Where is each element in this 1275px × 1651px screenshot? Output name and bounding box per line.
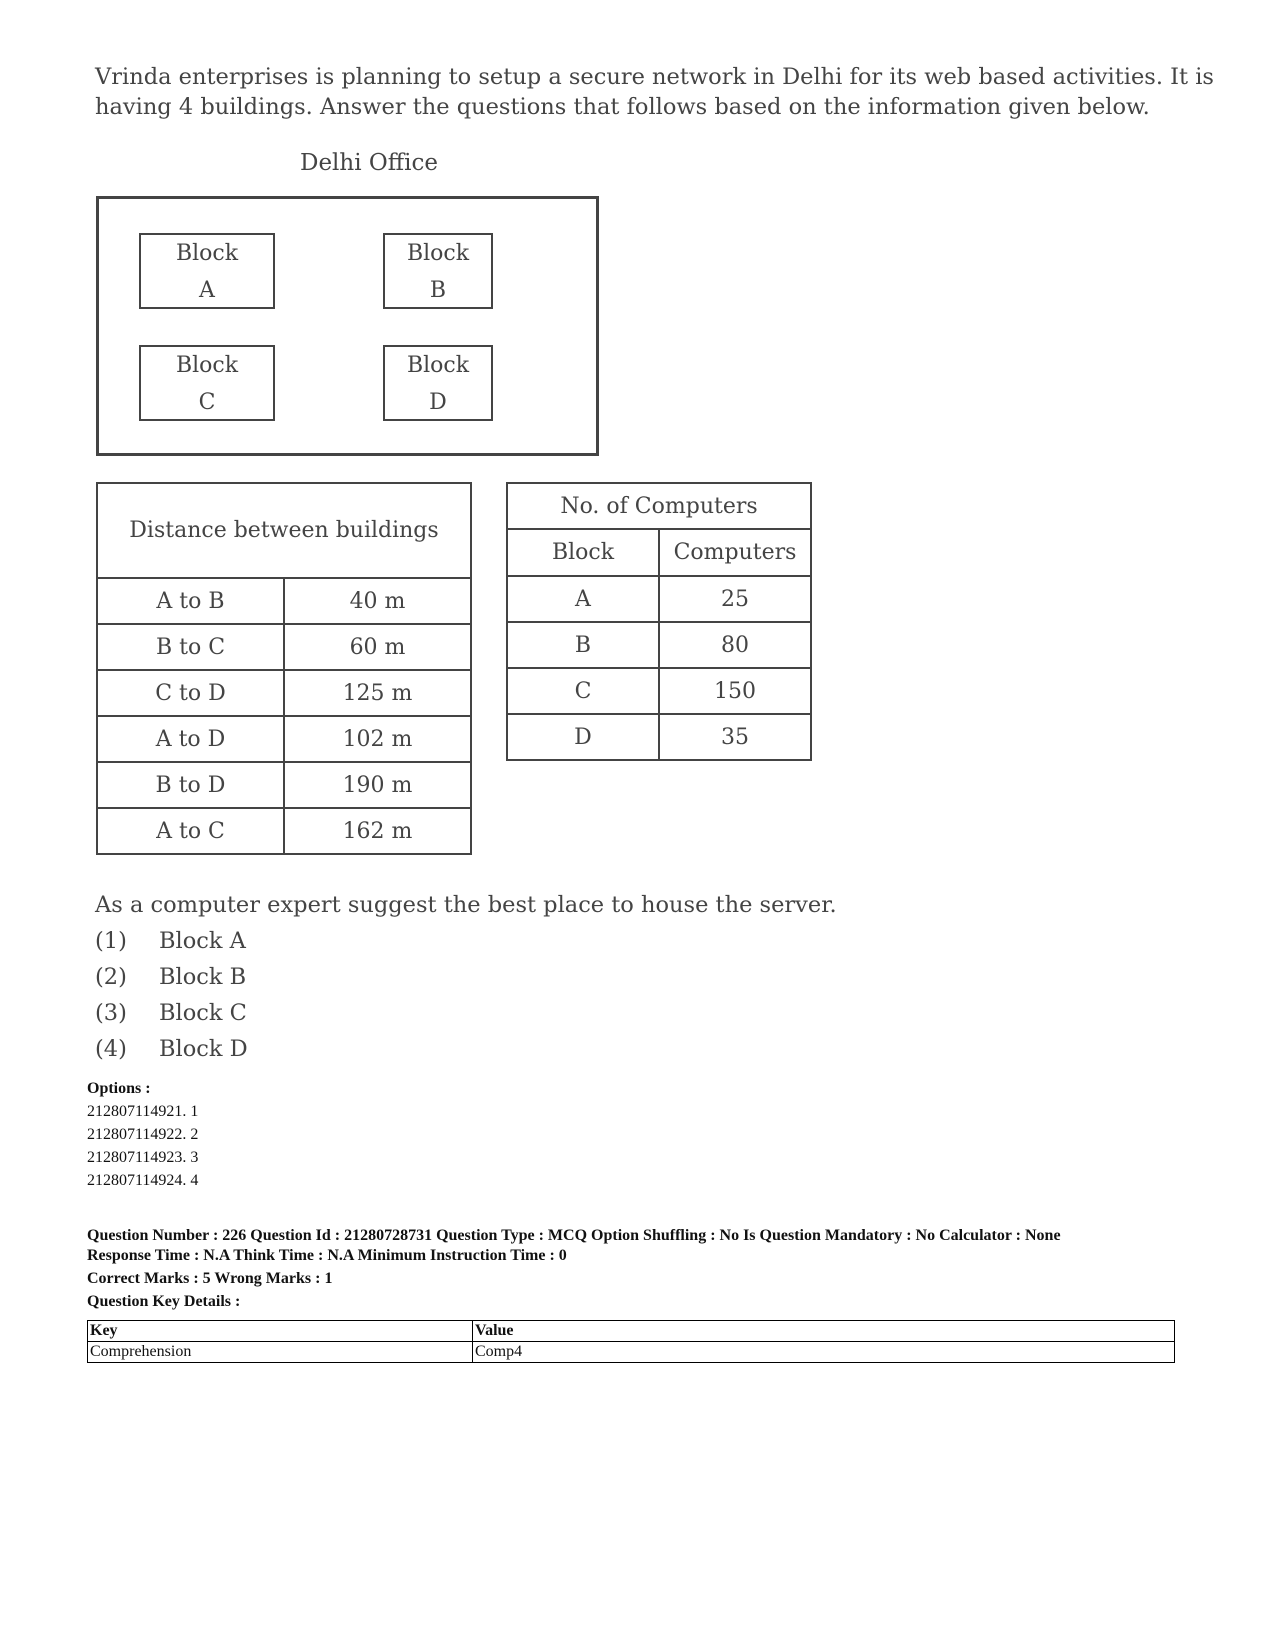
- distance-pair: B to D: [97, 762, 284, 808]
- computer-block: C: [507, 668, 659, 714]
- computer-count: 80: [659, 622, 811, 668]
- answer-choice: [95, 1036, 248, 1062]
- choice-label: Block B: [159, 964, 247, 990]
- table-row: [97, 762, 471, 808]
- computer-count: 25: [659, 576, 811, 622]
- distance-table: [96, 482, 472, 855]
- question-text: As a computer expert suggest the best place to house the server.: [95, 892, 837, 918]
- intro-line-2: having 4 buildings. Answer the questions that follows based on the information given below.: [95, 94, 1150, 120]
- computer-count: 150: [659, 668, 811, 714]
- block-label: Block: [406, 353, 470, 378]
- distance-value: 125 m: [284, 670, 471, 716]
- meta-line-1: Question Number : 226 Question Id : 21280728731 Question Type : MCQ Option Shuffling : No Is Question Mandatory : No Calculator : None: [87, 1227, 1061, 1244]
- value-cell: Comp4: [473, 1342, 1175, 1363]
- option-item: 212807114922. 2: [87, 1126, 199, 1143]
- computers-table: [506, 482, 812, 761]
- office-title: Delhi Office: [300, 150, 438, 176]
- distance-pair: A to D: [97, 716, 284, 762]
- table-row: [97, 670, 471, 716]
- option-item: 212807114921. 1: [87, 1103, 199, 1120]
- table-row: [507, 622, 811, 668]
- block-c: [139, 345, 275, 421]
- block-letter: B: [429, 278, 447, 303]
- col-block-header: Block: [507, 529, 659, 576]
- choice-label: Block D: [159, 1036, 248, 1062]
- block-d: [383, 345, 493, 421]
- question-meta: [87, 1226, 1247, 1312]
- table-row: [88, 1342, 1175, 1363]
- col-computers-header: Computers: [659, 529, 811, 576]
- key-column-header: Key: [88, 1321, 473, 1342]
- answer-choice: [95, 928, 246, 954]
- computer-block: A: [507, 576, 659, 622]
- meta-line-4: Question Key Details :: [87, 1293, 241, 1310]
- table-header-row: [97, 483, 471, 578]
- options-heading: Options :: [87, 1080, 151, 1097]
- intro-paragraph: [95, 62, 1225, 122]
- distance-value: 190 m: [284, 762, 471, 808]
- distance-value: 40 m: [284, 578, 471, 624]
- table-row: [97, 808, 471, 854]
- distance-pair: A to B: [97, 578, 284, 624]
- option-item: 212807114924. 4: [87, 1172, 199, 1189]
- block-a: [139, 233, 275, 309]
- distance-pair: A to C: [97, 808, 284, 854]
- choice-label: Block A: [159, 928, 246, 954]
- block-label: Block: [175, 241, 239, 266]
- block-letter: C: [198, 390, 216, 415]
- block-letter: D: [429, 390, 447, 415]
- table-subheader-row: [507, 529, 811, 576]
- distance-value: 60 m: [284, 624, 471, 670]
- computers-table-header: No. of Computers: [507, 483, 811, 529]
- computer-block: B: [507, 622, 659, 668]
- choice-number: (1): [95, 928, 127, 954]
- meta-line-2: Response Time : N.A Think Time : N.A Minimum Instruction Time : 0: [87, 1247, 567, 1264]
- table-header-row: [88, 1321, 1175, 1342]
- answer-choice: [95, 964, 246, 990]
- option-item: 212807114923. 3: [87, 1149, 199, 1166]
- table-row: [97, 716, 471, 762]
- distance-value: 102 m: [284, 716, 471, 762]
- computer-count: 35: [659, 714, 811, 760]
- intro-line-1: Vrinda enterprises is planning to setup a secure network in Delhi for its web based activities. It is: [95, 64, 1214, 90]
- block-b: [383, 233, 493, 309]
- table-row: [507, 576, 811, 622]
- block-label: Block: [406, 241, 470, 266]
- table-row: [507, 668, 811, 714]
- table-row: [507, 714, 811, 760]
- table-row: [97, 578, 471, 624]
- value-column-header: Value: [473, 1321, 1175, 1342]
- distance-table-header: Distance between buildings: [97, 483, 471, 578]
- choice-number: (2): [95, 964, 127, 990]
- meta-line-3: Correct Marks : 5 Wrong Marks : 1: [87, 1270, 333, 1287]
- table-header-row: [507, 483, 811, 529]
- choice-label: Block C: [159, 1000, 247, 1026]
- computer-block: D: [507, 714, 659, 760]
- block-label: Block: [175, 353, 239, 378]
- distance-pair: B to C: [97, 624, 284, 670]
- answer-choice: [95, 1000, 247, 1026]
- choice-number: (3): [95, 1000, 127, 1026]
- key-cell: Comprehension: [88, 1342, 473, 1363]
- distance-pair: C to D: [97, 670, 284, 716]
- office-layout-diagram: [96, 196, 599, 456]
- distance-value: 162 m: [284, 808, 471, 854]
- question-key-table: [87, 1320, 1175, 1363]
- table-row: [97, 624, 471, 670]
- block-letter: A: [199, 278, 215, 303]
- choice-number: (4): [95, 1036, 127, 1062]
